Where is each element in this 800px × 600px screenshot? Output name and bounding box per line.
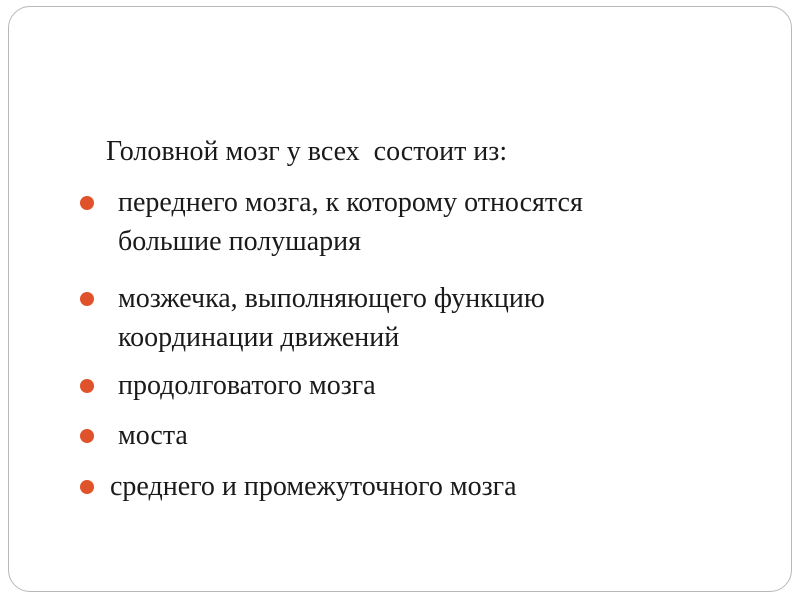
bullet-dot-icon bbox=[80, 292, 94, 306]
bullet-text: среднего и промежуточного мозга bbox=[110, 471, 517, 502]
bullet-text: переднего мозга, к которому относятся большие полушария bbox=[118, 187, 583, 257]
bullet-text: продолговатого мозга bbox=[118, 370, 376, 401]
bullet-dot-icon bbox=[80, 379, 94, 393]
bullet-text: мозжечка, выполняющего функцию координации движений bbox=[118, 283, 545, 353]
slide-heading: Головной мозг у всех состоит из: bbox=[106, 136, 508, 167]
bullet-dot-icon bbox=[80, 429, 94, 443]
bullet-dot-icon bbox=[80, 196, 94, 210]
bullet-dot-icon bbox=[80, 480, 94, 494]
bullet-text: моста bbox=[118, 420, 188, 451]
